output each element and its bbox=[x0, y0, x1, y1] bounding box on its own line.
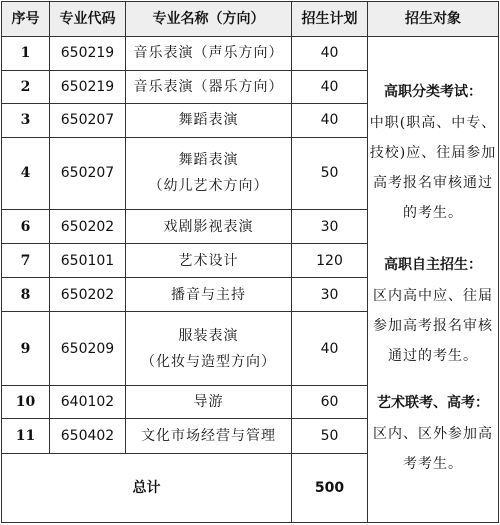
row-name bbox=[126, 312, 292, 385]
row-plan: 120 bbox=[292, 244, 368, 278]
row-no: 8 bbox=[2, 277, 50, 312]
row-name: 音乐表演（声乐方向） bbox=[126, 37, 292, 71]
row-code: 650209 bbox=[50, 312, 126, 385]
table-row bbox=[2, 37, 499, 71]
row-no: 10 bbox=[2, 385, 50, 419]
row-no: 11 bbox=[2, 419, 50, 454]
target-cell bbox=[368, 37, 499, 523]
header-target: 招生对象 bbox=[368, 2, 499, 37]
row-code: 650219 bbox=[50, 37, 126, 71]
row-no: 4 bbox=[2, 137, 50, 209]
row-code: 650219 bbox=[50, 70, 126, 104]
total-value: 500 bbox=[292, 453, 368, 522]
row-plan: 30 bbox=[292, 277, 368, 312]
row-no: 7 bbox=[2, 244, 50, 278]
row-name: 舞蹈表演 bbox=[126, 104, 292, 138]
row-no: 6 bbox=[2, 209, 50, 244]
row-plan: 50 bbox=[292, 137, 368, 209]
target-title-classified: 高职分类考试： bbox=[384, 83, 482, 100]
row-plan: 50 bbox=[292, 419, 368, 454]
target-title-independent: 高职自主招生： bbox=[384, 256, 482, 273]
header-code: 专业代码 bbox=[50, 2, 126, 37]
row-no: 9 bbox=[2, 312, 50, 385]
row-name: 艺术设计 bbox=[126, 244, 292, 278]
enrollment-plan-table bbox=[1, 1, 499, 523]
row-name-line2: （化妆与造型方向） bbox=[141, 353, 276, 370]
row-plan: 40 bbox=[292, 312, 368, 385]
row-name: 音乐表演（器乐方向） bbox=[126, 70, 292, 104]
target-text-classified: 中职(职高、中专、技校)应、往届参加高考报名审核通过的考生。 bbox=[369, 114, 497, 221]
row-plan: 30 bbox=[292, 209, 368, 244]
row-no: 2 bbox=[2, 70, 50, 104]
row-name: 文化市场经营与管理 bbox=[126, 419, 292, 454]
row-code: 650402 bbox=[50, 419, 126, 454]
row-name-line2: （幼儿艺术方向） bbox=[148, 178, 269, 195]
row-code: 650207 bbox=[50, 137, 126, 209]
row-code: 650101 bbox=[50, 244, 126, 278]
row-no: 3 bbox=[2, 104, 50, 138]
row-name-line1: 服装表演 bbox=[178, 327, 239, 344]
header-name: 专业名称（方向） bbox=[126, 2, 292, 37]
row-code: 640102 bbox=[50, 385, 126, 419]
row-code: 650202 bbox=[50, 277, 126, 312]
row-plan: 40 bbox=[292, 70, 368, 104]
header-plan: 招生计划 bbox=[292, 2, 368, 37]
row-name-line1: 舞蹈表演 bbox=[178, 152, 239, 169]
row-plan: 60 bbox=[292, 385, 368, 419]
row-no: 1 bbox=[2, 37, 50, 71]
target-text-art-exam: 区内、区外参加高考考生。 bbox=[373, 426, 493, 473]
row-code: 650202 bbox=[50, 209, 126, 244]
row-name: 播音与主持 bbox=[126, 277, 292, 312]
header-no: 序号 bbox=[2, 2, 50, 37]
row-plan: 40 bbox=[292, 104, 368, 138]
row-code: 650207 bbox=[50, 104, 126, 138]
total-label: 总计 bbox=[2, 453, 292, 522]
target-title-art-exam: 艺术联考、高考： bbox=[377, 395, 489, 412]
row-name: 导游 bbox=[126, 385, 292, 419]
row-name bbox=[126, 137, 292, 209]
table-header-row bbox=[2, 2, 499, 37]
row-name: 戏剧影视表演 bbox=[126, 209, 292, 244]
row-plan: 40 bbox=[292, 37, 368, 71]
target-text-independent: 区内高中应、往届参加高考报名审核通过的考生。 bbox=[373, 288, 493, 365]
